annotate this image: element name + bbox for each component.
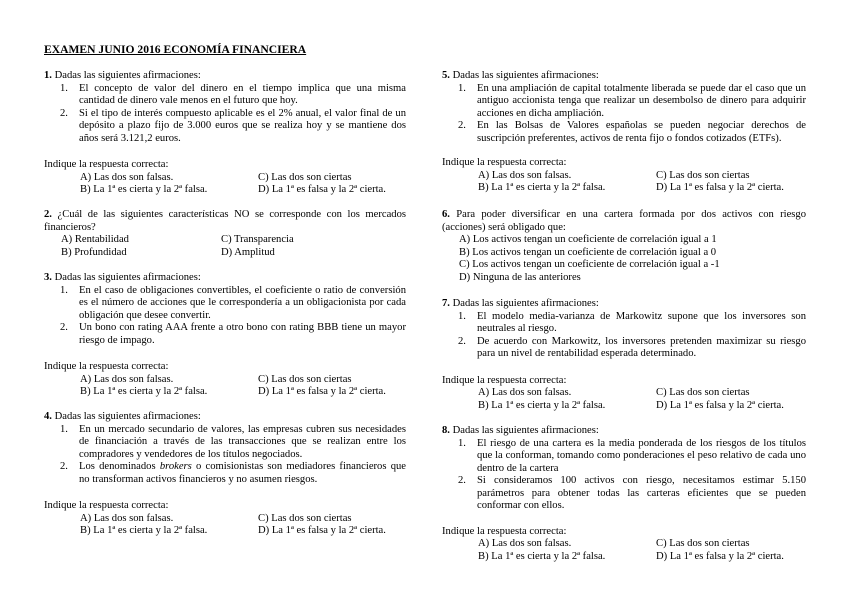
question-text: Dadas las siguientes afirmaciones: (54, 411, 201, 422)
option-c[interactable]: C) Las dos son ciertas (258, 512, 352, 524)
option-c[interactable]: C) Las dos son ciertas (258, 373, 352, 385)
question-stem (442, 70, 806, 83)
question-number: 2. (44, 209, 52, 220)
answer-prompt: Indique la respuesta correcta: (44, 361, 169, 372)
option-b[interactable]: B) La 1ª es cierta y la 2ª falsa. (478, 182, 606, 193)
option-a[interactable]: A) Las dos son falsas. (478, 169, 572, 181)
answer-prompt: Indique la respuesta correcta: (442, 157, 567, 168)
statement (442, 83, 806, 121)
question-text: ¿Cuál de las siguientes características NO se corresponde con los mercados financieros? (44, 209, 406, 233)
option-a[interactable]: A) Las dos son falsas. (80, 512, 174, 524)
question-stem (44, 272, 406, 285)
statement (44, 83, 406, 108)
answer-options (44, 374, 406, 399)
option-b[interactable]: B) La 1ª es cierta y la 2ª falsa. (478, 550, 606, 562)
statement-text (79, 461, 406, 486)
question-3 (44, 272, 406, 399)
question-2 (44, 209, 406, 259)
option-b[interactable]: B) Profundidad (61, 246, 127, 258)
statement-text-part: o comisionistas son mediadores financieros que no transforman activos financieros y no asumen riesgos. (79, 461, 406, 485)
option-c[interactable]: C) Las dos son ciertas (258, 171, 352, 183)
statement-number: 2. (458, 475, 466, 486)
question-stem (44, 70, 406, 83)
question-1 (44, 70, 406, 197)
option-a[interactable]: A) Las dos son falsas. (80, 373, 174, 385)
option-c[interactable]: C) Las dos son ciertas (656, 169, 750, 181)
question-number: 6. (442, 209, 450, 220)
exam-title: EXAMEN JUNIO 2016 ECONOMÍA FINANCIERA (44, 43, 307, 56)
statement-number: 2. (458, 120, 466, 131)
option-d[interactable]: D) Amplitud (221, 246, 275, 258)
statement (442, 120, 806, 145)
statement-number: 2. (60, 461, 68, 472)
option-a[interactable]: A) Rentabilidad (61, 234, 129, 245)
question-number: 5. (442, 70, 450, 81)
question-number: 7. (442, 298, 450, 309)
question-text: Dadas las siguientes afirmaciones: (54, 70, 201, 81)
statement (44, 461, 406, 486)
statement (442, 336, 806, 361)
question-5 (442, 70, 806, 195)
statement-number: 2. (60, 107, 68, 119)
statement-number: 2. (60, 322, 68, 333)
statement (44, 322, 406, 347)
statement (44, 108, 406, 146)
statement-text: El concepto de valor del dinero en el tiempo implica que una misma cantidad de dinero vale menos en el futuro que hoy. (79, 82, 406, 106)
statement-text: Un bono con rating AAA frente a otro bono con rating BBB tiene un mayor riesgo de impago. (79, 322, 406, 346)
statement-number: 1. (60, 423, 68, 435)
answer-prompt: Indique la respuesta correcta: (442, 374, 567, 386)
answer-prompt: Indique la respuesta correcta: (44, 500, 169, 511)
option-a[interactable]: A) Los activos tengan un coeficiente de correlación igual a 1 (459, 234, 717, 245)
question-text: Dadas las siguientes afirmaciones: (452, 298, 599, 309)
statement-text: El modelo media-varianza de Markowitz supone que los inversores son neutrales al riesgo. (477, 310, 806, 334)
answer-options (442, 234, 806, 284)
statement (442, 311, 806, 336)
option-b[interactable]: B) La 1ª es cierta y la 2ª falsa. (80, 184, 208, 195)
question-stem (44, 209, 406, 234)
answer-options (442, 170, 806, 195)
question-8 (442, 425, 806, 563)
answer-options (442, 387, 806, 412)
option-d[interactable]: D) La 1ª es falsa y la 2ª cierta. (258, 525, 386, 536)
option-d[interactable]: D) La 1ª es falsa y la 2ª cierta. (656, 182, 784, 193)
statement (442, 438, 806, 476)
option-c[interactable]: C) Transparencia (221, 234, 294, 245)
answer-prompt: Indique la respuesta correcta: (44, 159, 169, 170)
question-number: 8. (442, 425, 450, 436)
option-c[interactable]: C) Los activos tengan un coeficiente de correlación igual a -1 (459, 259, 720, 270)
question-text: Dadas las siguientes afirmaciones: (54, 272, 201, 283)
question-stem (442, 425, 806, 438)
option-b[interactable]: B) La 1ª es cierta y la 2ª falsa. (478, 399, 606, 411)
statement-number: 1. (60, 284, 68, 296)
statement-text-part: Los denominados (79, 461, 160, 472)
statement-text: En las Bolsas de Valores españolas se pueden negociar derechos de suscripción preferentes, activos de renta fijo o fondos cotizados (ETFs). (477, 120, 806, 144)
question-6 (442, 209, 806, 284)
question-stem (442, 209, 806, 234)
answer-options (44, 513, 406, 538)
option-c[interactable]: C) Las dos son ciertas (656, 538, 750, 549)
statement-number: 1. (60, 82, 68, 94)
question-4 (44, 411, 406, 538)
statement-text: Si el tipo de interés compuesto aplicable es el 2% anual, el valor final de un depósito a plazo fijo de 3.000 euros que se realiza hoy y se mantiene dos años será 3.121,2 euros. (79, 107, 406, 144)
statement-number: 1. (458, 310, 466, 322)
statement (442, 475, 806, 513)
question-text: Dadas las siguientes afirmaciones: (452, 425, 599, 436)
option-c[interactable]: C) Las dos son ciertas (656, 387, 750, 398)
answer-options (442, 538, 806, 563)
option-d[interactable]: D) La 1ª es falsa y la 2ª cierta. (258, 184, 386, 195)
question-text: Dadas las siguientes afirmaciones: (452, 70, 599, 81)
question-stem (442, 298, 806, 311)
answer-options (44, 172, 406, 197)
statement-text: Si consideramos 100 activos con riesgo, necesitamos estimar 5.150 parámetros para obtener todas las carteras eficientes que se pueden conformar con ellos. (477, 475, 806, 511)
question-7 (442, 298, 806, 412)
statement-number: 2. (458, 335, 466, 347)
option-d[interactable]: D) La 1ª es falsa y la 2ª cierta. (656, 399, 784, 411)
answer-prompt: Indique la respuesta correcta: (442, 525, 567, 537)
answer-options (44, 234, 406, 259)
statement-number: 1. (458, 437, 466, 449)
option-a[interactable]: A) Las dos son falsas. (478, 538, 572, 549)
statement-text: En una ampliación de capital totalmente liberada se puede dar el caso que un antiguo accionista tenga que realizar un desembolso de dinero para adquirir acciones en dicha ampliación. (477, 82, 806, 119)
option-d[interactable]: D) La 1ª es falsa y la 2ª cierta. (258, 386, 386, 397)
option-b[interactable]: B) Los activos tengan un coeficiente de correlación igual a 0 (459, 246, 717, 258)
option-b[interactable]: B) La 1ª es cierta y la 2ª falsa. (80, 386, 208, 397)
question-number: 3. (44, 272, 52, 283)
statement-number: 1. (458, 82, 466, 94)
question-stem (44, 411, 406, 424)
question-number: 1. (44, 70, 52, 81)
statement-emphasis: brokers (159, 461, 192, 472)
statement-text: En el caso de obligaciones convertibles, el coeficiente o ratio de conversión es el número de acciones que le correspondería a un obligacionista por cada obligación que desee convertir. (79, 284, 406, 321)
statement (44, 424, 406, 462)
option-d[interactable]: D) Ninguna de las anteriores (459, 271, 581, 283)
option-d[interactable]: D) La 1ª es falsa y la 2ª cierta. (656, 550, 784, 562)
statement (44, 285, 406, 323)
question-number: 4. (44, 411, 52, 422)
option-a[interactable]: A) Las dos son falsas. (80, 171, 174, 183)
question-text: Para poder diversificar en una cartera formada por dos activos con riesgo (acciones) será obligado que: (442, 209, 806, 233)
statement-text: En un mercado secundario de valores, las empresas cubren sus necesidades de financiación a través de las transacciones que se realizan entre los compradores y vendedores de los títulos negociados. (79, 423, 406, 460)
option-b[interactable]: B) La 1ª es cierta y la 2ª falsa. (80, 525, 208, 536)
option-a[interactable]: A) Las dos son falsas. (478, 387, 572, 398)
statement-text: De acuerdo con Markowitz, los inversores pretenden maximizar su riesgo para un nivel de rentabilidad esperada determinado. (477, 335, 806, 359)
statement-text: El riesgo de una cartera es la media ponderada de los riesgos de los títulos que la conforman, tomando como ponderaciones el peso relativo de cada uno dentro de la cartera (477, 437, 806, 474)
